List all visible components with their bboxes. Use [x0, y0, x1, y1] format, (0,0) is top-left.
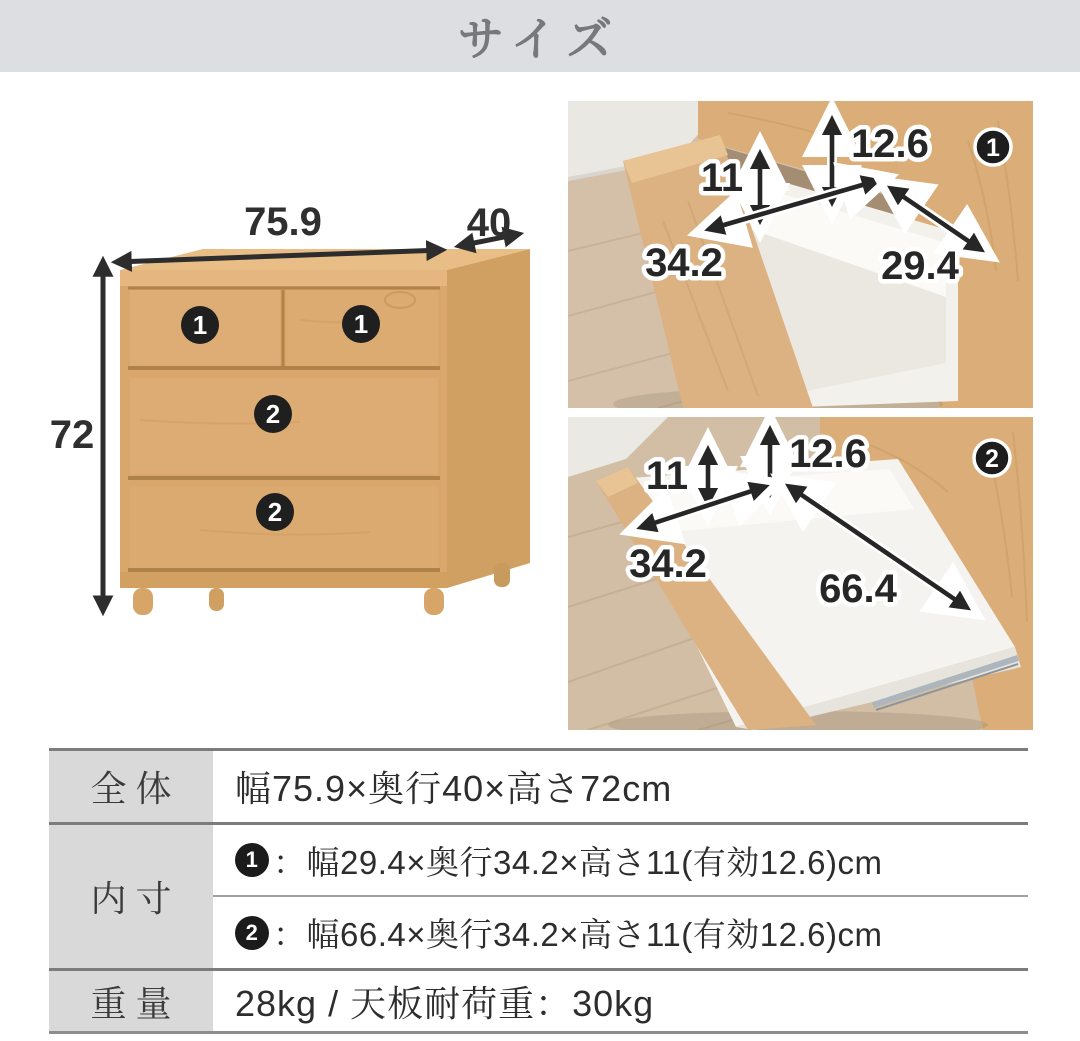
table-row-overall [49, 751, 1028, 825]
weight-header: 重量 [49, 971, 213, 1031]
chest-leg [424, 588, 444, 615]
height-label: 72 [49, 413, 95, 457]
drawer2-badge: 2 [235, 916, 269, 950]
inner-row-drawer1 [213, 825, 1028, 897]
drawer1-badge: 1 [353, 309, 369, 339]
drawer2-inner-size: ：幅66.4×奥行34.2×高さ11(有効12.6)cm [273, 916, 883, 953]
drawer1-inner-photo [568, 101, 1033, 408]
page-title: サイズ [0, 0, 1080, 72]
overall-value: 幅75.9×奥行40×高さ72cm [213, 751, 1028, 822]
drawer1-badge: 1 [192, 310, 208, 340]
photo2-badge: 2 [985, 445, 999, 473]
drawer2-inner-photo [568, 417, 1033, 730]
inner-values [213, 825, 1028, 968]
chest-leg [494, 563, 510, 587]
inner-height-label: 11 [700, 156, 744, 200]
drawer1-badge: 1 [235, 843, 269, 877]
overall-header: 全体 [49, 751, 213, 822]
depth-label: 40 [466, 201, 512, 245]
drawer2-badge: 2 [265, 399, 281, 429]
chest-illustration [120, 249, 530, 615]
width-label: 29.4 [881, 244, 959, 288]
table-row-weight [49, 971, 1028, 1031]
depth-label: 34.2 [645, 241, 723, 285]
inner-header: 内寸 [49, 825, 213, 968]
table-row-inner [49, 825, 1028, 971]
width-label: 66.4 [819, 567, 897, 611]
inner-height-label: 11 [645, 454, 689, 498]
chest-leg [209, 588, 224, 611]
width-label: 75.9 [244, 200, 322, 244]
photo1-badge: 1 [986, 134, 1000, 162]
weight-value: 28kg / 天板耐荷重：30kg [213, 971, 1028, 1031]
effective-height-label: 12.6 [851, 122, 929, 166]
drawer1-inner-size: ：幅29.4×奥行34.2×高さ11(有効12.6)cm [273, 843, 883, 881]
drawer2-badge: 2 [267, 497, 283, 527]
depth-label: 34.2 [629, 542, 707, 586]
chest-leg [133, 588, 153, 615]
effective-height-label: 12.6 [789, 432, 867, 476]
size-spec-table [49, 748, 1028, 1034]
inner-row-drawer2 [213, 897, 1028, 968]
chest-dimension-diagram [40, 170, 560, 670]
